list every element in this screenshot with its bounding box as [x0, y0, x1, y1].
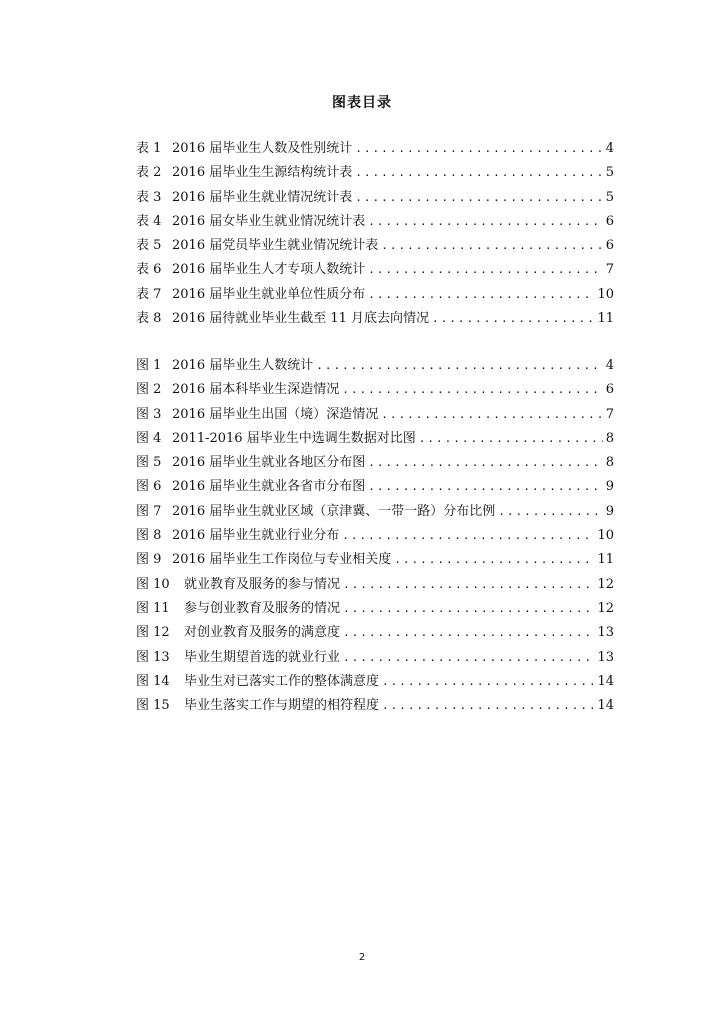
toc-entry-table-5[interactable] [136, 234, 614, 258]
entry-page: 8 [605, 430, 614, 446]
entry-text: 2016 届毕业生就业各地区分布图 [172, 455, 366, 471]
entry-text: 2016 届毕业生就业各省市分布图 [172, 479, 366, 495]
toc-entry-figure-2[interactable] [136, 378, 614, 402]
entry-text: 2016 届毕业生就业情况统计表 [172, 189, 353, 205]
toc-entry-figure-9[interactable] [136, 548, 614, 572]
dot-leader [343, 602, 594, 615]
entry-text: 2016 届毕业生生源结构统计表 [172, 165, 353, 181]
entry-text: 2016 届本科毕业生深造情况 [172, 382, 340, 398]
dot-leader [368, 456, 603, 469]
entry-page: 8 [605, 455, 614, 471]
entry-label: 图 6 [136, 479, 162, 495]
entry-page: 12 [597, 576, 614, 592]
toc-title: 图表目录 [332, 95, 392, 111]
dot-leader [419, 432, 603, 445]
entry-page: 14 [597, 673, 614, 689]
toc-entry-figure-1[interactable] [136, 354, 614, 378]
entry-label: 表 2 [136, 165, 162, 181]
toc-entry-table-3[interactable] [136, 186, 614, 210]
entry-page: 13 [597, 649, 614, 665]
dot-leader [342, 529, 594, 542]
entry-label: 表 6 [136, 262, 162, 278]
toc-entry-figure-6[interactable] [136, 475, 614, 499]
entry-label: 表 1 [136, 141, 162, 156]
dot-leader [343, 578, 594, 591]
entry-text: 对创业教育及服务的满意度 [184, 625, 341, 641]
entry-label: 表 3 [136, 189, 162, 205]
toc-entry-figure-10[interactable] [136, 573, 614, 597]
entry-page: 7 [605, 262, 614, 278]
entry-text: 就业教育及服务的参与情况 [184, 576, 341, 592]
entry-text: 2016 届毕业生出国（境）深造情况 [172, 406, 379, 422]
entry-text: 2016 届毕业生就业单位性质分布 [172, 286, 366, 302]
entry-page: 6 [605, 213, 614, 229]
entry-label: 图 3 [136, 406, 162, 422]
dot-leader [382, 675, 594, 688]
toc-entry-table-7[interactable] [136, 283, 614, 307]
entry-text: 毕业生期望首选的就业行业 [184, 649, 341, 665]
entry-text: 2016 届待就业毕业生截至 11 月底去向情况 [172, 311, 430, 327]
entry-page: 10 [597, 528, 614, 544]
entry-label: 图 4 [136, 430, 162, 446]
dot-leader [368, 263, 603, 276]
toc-entry-figure-7[interactable] [136, 500, 614, 524]
dot-leader [432, 312, 594, 325]
entry-page: 4 [605, 141, 614, 156]
entry-label: 图 8 [136, 528, 162, 544]
page-number: 2 [358, 952, 366, 963]
dot-leader [355, 142, 603, 155]
dot-leader [368, 480, 603, 493]
toc-entry-figure-13[interactable] [136, 646, 614, 670]
entry-page: 6 [605, 382, 614, 398]
dot-leader [498, 505, 603, 518]
entry-label: 表 7 [136, 286, 162, 302]
entry-label: 表 8 [136, 311, 162, 327]
entry-page: 9 [605, 503, 614, 519]
dot-leader [343, 626, 594, 639]
list-of-tables [136, 137, 614, 331]
dot-leader [381, 239, 603, 252]
dot-leader [355, 166, 603, 179]
entry-text: 毕业生落实工作与期望的相符程度 [184, 698, 380, 714]
toc-entry-table-1[interactable] [136, 137, 614, 161]
entry-page: 4 [605, 358, 614, 373]
entry-page: 14 [597, 698, 614, 714]
entry-label: 表 4 [136, 213, 162, 229]
toc-entry-figure-12[interactable] [136, 621, 614, 645]
entry-label: 图 13 [136, 649, 170, 665]
entry-page: 12 [597, 600, 614, 616]
entry-text: 2016 届毕业生人数统计 [172, 358, 314, 373]
entry-label: 图 15 [136, 698, 170, 714]
dot-leader [382, 699, 594, 712]
entry-page: 11 [597, 311, 614, 327]
entry-label: 图 14 [136, 673, 170, 689]
entry-page: 9 [605, 479, 614, 495]
entry-label: 图 10 [136, 576, 170, 592]
entry-label: 图 5 [136, 455, 162, 471]
entry-text: 2016 届党员毕业生就业情况统计表 [172, 238, 379, 254]
entry-page: 10 [597, 286, 614, 302]
entry-text: 2016 届毕业生人才专项人数统计 [172, 262, 366, 278]
entry-text: 2016 届毕业生就业区域（京津冀、一带一路）分布比例 [172, 503, 496, 519]
toc-entry-table-4[interactable] [136, 210, 614, 234]
entry-text: 参与创业教育及服务的情况 [184, 600, 341, 616]
entry-label: 图 2 [136, 382, 162, 398]
list-of-figures [136, 354, 614, 718]
entry-text: 2016 届毕业生就业行业分布 [172, 528, 340, 544]
toc-entry-figure-11[interactable] [136, 597, 614, 621]
dot-leader [355, 191, 603, 204]
toc-entry-figure-4[interactable] [136, 427, 614, 451]
entry-label: 图 7 [136, 503, 162, 519]
entry-label: 图 12 [136, 625, 170, 641]
entry-text: 2016 届毕业生人数及性别统计 [172, 141, 353, 156]
entry-text: 2016 届女毕业生就业情况统计表 [172, 213, 366, 229]
dot-leader [381, 408, 603, 421]
dot-leader [316, 359, 603, 372]
entry-text: 2011-2016 届毕业生中选调生数据对比图 [172, 430, 416, 446]
entry-text: 毕业生对已落实工作的整体满意度 [184, 673, 380, 689]
entry-page: 11 [597, 552, 614, 568]
entry-label: 图 11 [136, 600, 170, 616]
entry-label: 表 5 [136, 238, 162, 254]
toc-entry-figure-15[interactable] [136, 694, 614, 718]
entry-page: 13 [597, 625, 614, 641]
toc-entry-figure-5[interactable] [136, 451, 614, 475]
toc-entry-table-6[interactable] [136, 258, 614, 282]
toc-entry-table-8[interactable] [136, 307, 614, 331]
entry-label: 图 1 [136, 358, 162, 373]
entry-page: 5 [605, 165, 614, 181]
toc-entry-table-2[interactable] [136, 161, 614, 185]
entry-page: 6 [605, 238, 614, 254]
toc-entry-figure-8[interactable] [136, 524, 614, 548]
entry-page: 7 [605, 406, 614, 422]
dot-leader [368, 288, 594, 301]
dot-leader [343, 651, 594, 664]
toc-entry-figure-3[interactable] [136, 403, 614, 427]
entry-page: 5 [605, 189, 614, 205]
dot-leader [394, 553, 594, 566]
dot-leader [368, 215, 603, 228]
dot-leader [342, 383, 603, 396]
entry-text: 2016 届毕业生工作岗位与专业相关度 [172, 552, 392, 568]
toc-entry-figure-14[interactable] [136, 670, 614, 694]
entry-label: 图 9 [136, 552, 162, 568]
